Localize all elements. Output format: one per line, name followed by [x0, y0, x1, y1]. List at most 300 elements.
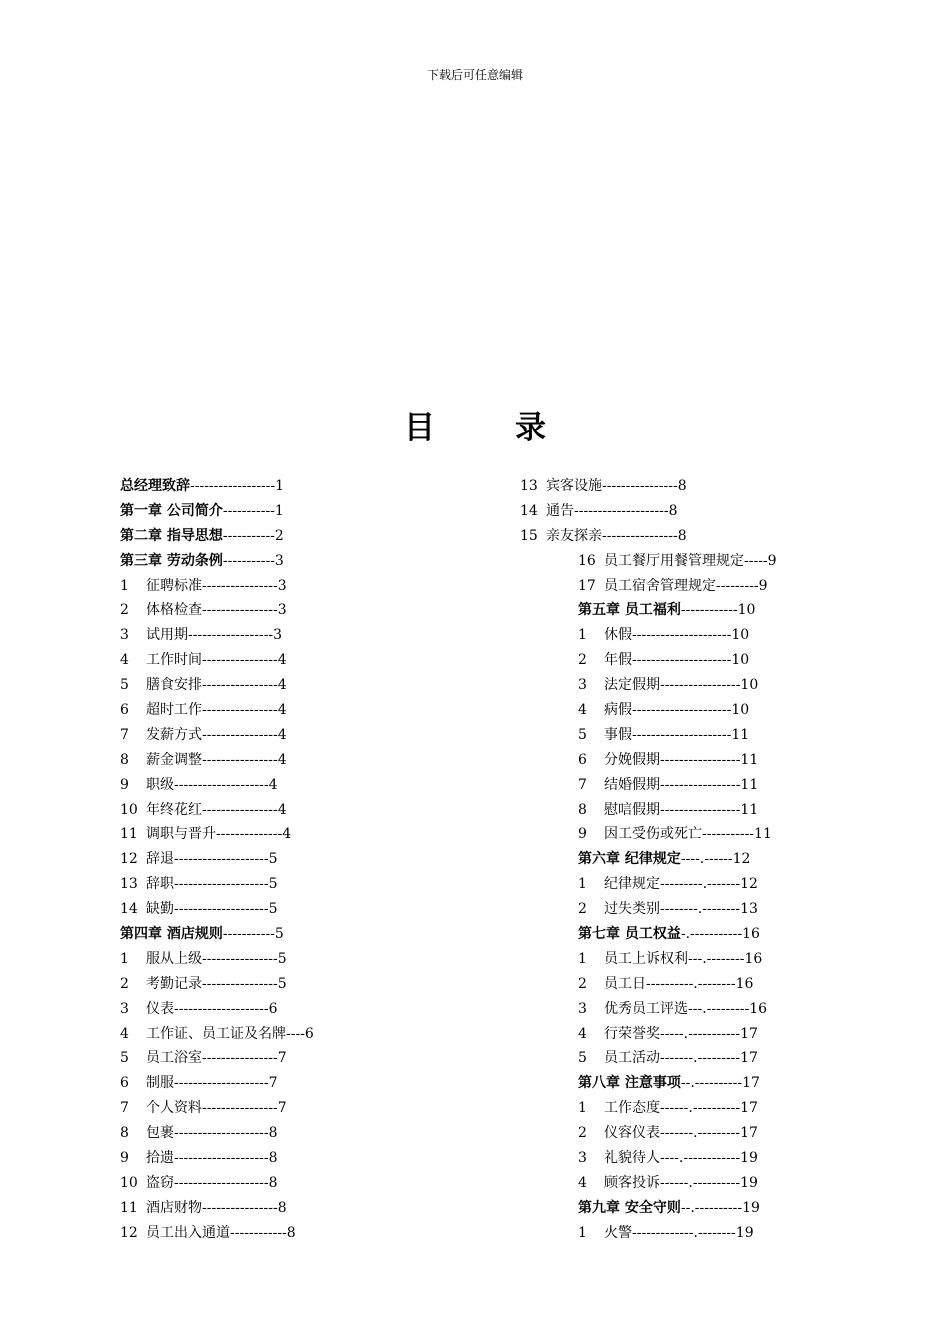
toc-entry-title: 第七章 员工权益 [578, 926, 681, 943]
toc-leader: ---------------- [202, 652, 278, 669]
toc-entry [120, 1146, 360, 1171]
toc-entry [120, 1171, 360, 1196]
toc-leader: --------------------- [632, 702, 732, 719]
toc-entry-number: 1 [578, 627, 587, 644]
toc-leader: ---------------- [202, 975, 278, 992]
toc-leader: ---------------- [202, 1100, 278, 1117]
toc-leader: --------.-------- [660, 901, 741, 918]
toc-page-number: 19 [735, 1224, 754, 1241]
toc-page-number: 6 [304, 1025, 314, 1042]
toc-entry [520, 773, 840, 798]
toc-page-number: 5 [268, 851, 278, 868]
toc-entry-number: 8 [578, 801, 587, 818]
toc-leader: ----------------- [660, 677, 741, 694]
toc-leader: ------------------ [188, 627, 274, 644]
toc-entry [520, 648, 840, 673]
toc-chapter-entry [520, 1071, 840, 1096]
toc-entry-title: 顾客投诉 [604, 1174, 660, 1191]
toc-leader: ------------------ [190, 478, 276, 494]
toc-entry [120, 1096, 360, 1121]
toc-leader: ----.------ [680, 851, 733, 868]
toc-entry-number: 5 [578, 726, 587, 743]
toc-entry-number: 3 [578, 677, 587, 694]
toc-page-number: 7 [277, 1050, 287, 1067]
toc-entry [120, 847, 360, 872]
toc-leader: ---------------- [202, 577, 278, 594]
toc-leader: -------------------- [574, 502, 669, 519]
toc-page-number: 8 [268, 1174, 278, 1191]
toc-page-number: 12 [740, 876, 758, 893]
toc-entry-title: 超时工作 [146, 702, 202, 719]
toc-entry-number: 9 [120, 1150, 129, 1167]
toc-chapter-entry [120, 499, 360, 524]
toc-entry-title: 员工宿舍管理规定 [604, 577, 716, 594]
toc-entry-title: 事假 [604, 726, 632, 743]
toc-leader: ----------- [222, 552, 275, 569]
toc-chapter-entry [120, 474, 360, 499]
toc-entry-title: 仪容仪表 [604, 1125, 660, 1142]
toc-page-number: 17 [740, 1125, 758, 1142]
toc-page-number: 10 [731, 627, 750, 644]
toc-entry-title: 考勤记录 [146, 975, 202, 992]
toc-page-number: 11 [740, 776, 759, 793]
toc-page-number: 16 [735, 975, 754, 992]
toc-entry-title: 辞退 [146, 851, 174, 868]
toc-entry [520, 897, 840, 922]
toc-entry [120, 748, 360, 773]
toc-entry-title: 职级 [146, 776, 174, 793]
toc-page-number: 8 [268, 1125, 278, 1142]
toc-entry-title: 缺勤 [146, 901, 174, 918]
toc-entry [520, 499, 840, 524]
toc-entry [120, 997, 360, 1022]
toc-entry [120, 623, 360, 648]
toc-entry-title: 工作时间 [146, 652, 202, 669]
toc-page-number: 19 [740, 1150, 758, 1167]
toc-entry [120, 872, 360, 897]
toc-leader: ----- [744, 552, 768, 569]
toc-page-number: 1 [274, 502, 284, 519]
toc-chapter-entry [520, 922, 840, 947]
toc-page-number: 4 [277, 801, 287, 818]
toc-leader: ---.--------- [688, 1000, 750, 1017]
toc-entry-number: 6 [120, 1075, 129, 1092]
toc-entry-number: 15 [520, 527, 538, 544]
toc-entry [520, 574, 840, 599]
toc-chapter-entry [120, 549, 360, 574]
toc-entry-number: 2 [578, 1125, 587, 1142]
toc-entry [520, 1121, 840, 1146]
toc-entry-title: 服从上级 [146, 950, 202, 967]
toc-leader: ----.------------ [660, 1150, 741, 1167]
toc-page-number: 16 [742, 926, 760, 943]
toc-leader: ---------------- [202, 1199, 278, 1216]
toc-entry-number: 8 [120, 1125, 129, 1142]
toc-leader: ---------------- [202, 801, 278, 818]
toc-entry-number: 1 [120, 950, 129, 967]
toc-entry-number: 6 [120, 702, 129, 719]
toc-entry-number: 16 [578, 552, 596, 569]
toc-leader: ------.---------- [660, 1100, 741, 1117]
toc-leader: ---------------- [202, 702, 278, 719]
toc-entry-title: 征聘标准 [146, 577, 202, 594]
toc-leader: ----------.-------- [646, 975, 736, 992]
toc-entry [520, 723, 840, 748]
toc-chapter-entry [520, 847, 840, 872]
toc-entry-title: 个人资料 [146, 1100, 202, 1117]
toc-entry-title: 分娩假期 [604, 751, 660, 768]
toc-leader: -------------------- [174, 1075, 269, 1092]
toc-page-number: 5 [268, 901, 278, 918]
toc-leader: --.---------- [680, 1199, 743, 1216]
toc-leader: ----------------- [660, 776, 741, 793]
toc-page-number: 4 [268, 776, 278, 793]
toc-entry-title: 第八章 注意事项 [578, 1075, 681, 1092]
toc-leader: -------------- [216, 826, 283, 843]
toc-entry-title: 辞职 [146, 876, 174, 893]
toc-entry-number: 12 [120, 1224, 138, 1241]
toc-entry-title: 制服 [146, 1075, 174, 1092]
toc-entry-number: 14 [520, 502, 538, 519]
toc-entry-title: 员工浴室 [146, 1050, 202, 1067]
toc-entry-title: 总经理致辞 [120, 478, 190, 494]
toc-leader: ---------------- [202, 1050, 278, 1067]
toc-entry [520, 798, 840, 823]
toc-leader: ----------- [702, 826, 755, 843]
toc-entry-number: 1 [120, 577, 129, 594]
toc-entry [120, 1022, 360, 1047]
toc-entry-title: 法定假期 [604, 677, 660, 694]
toc-page-number: 5 [274, 926, 284, 943]
toc-entry [520, 1221, 840, 1246]
toc-leader: ----------------- [660, 801, 741, 818]
toc-page-number: 3 [273, 627, 283, 644]
toc-page-number: 3 [277, 577, 287, 594]
toc-entry [520, 972, 840, 997]
toc-entry [120, 773, 360, 798]
toc-entry-title: 亲友探亲 [546, 527, 602, 544]
toc-entry-number: 10 [120, 801, 138, 818]
toc-leader: ---------------- [602, 527, 678, 544]
toc-leader: --------------------- [632, 652, 732, 669]
toc-page-number: 10 [731, 652, 750, 669]
toc-entry-title: 优秀员工评选 [604, 1000, 688, 1017]
toc-page-number: 11 [731, 726, 750, 743]
toc-entry-number: 7 [120, 726, 129, 743]
toc-leader: ---------------- [602, 478, 678, 494]
toc-page-number: 17 [740, 1050, 758, 1067]
toc-entry-number: 11 [120, 826, 138, 843]
toc-entry [120, 574, 360, 599]
toc-leader: ---------.------- [660, 876, 741, 893]
toc-entry-title: 过失类别 [604, 901, 660, 918]
toc-leader: -------------------- [174, 1150, 269, 1167]
toc-page-number: 11 [754, 826, 772, 843]
toc-entry-number: 5 [120, 677, 129, 694]
toc-page-number: 10 [740, 677, 759, 694]
toc-entry [520, 997, 840, 1022]
toc-leader: ----------- [222, 527, 275, 544]
toc-entry [520, 673, 840, 698]
toc-page-number: 9 [767, 552, 777, 569]
toc-entry-number: 3 [120, 1000, 129, 1017]
toc-leader: ---------------- [202, 677, 278, 694]
toc-entry [520, 872, 840, 897]
toc-entry [520, 474, 840, 499]
toc-entry-number: 2 [578, 975, 587, 992]
toc-leader: -------------.-------- [632, 1224, 736, 1241]
toc-leader: -------------------- [174, 901, 269, 918]
toc-entry-title: 盗窃 [146, 1174, 174, 1191]
toc-leader: --------------------- [632, 726, 732, 743]
toc-entry [120, 673, 360, 698]
toc-entry-title: 火警 [604, 1224, 632, 1241]
toc-entry-number: 2 [578, 901, 587, 918]
toc-entry-number: 13 [120, 876, 138, 893]
toc-entry [520, 1146, 840, 1171]
toc-page-number: 8 [677, 478, 687, 494]
toc-entry-title: 第九章 安全守则 [578, 1199, 681, 1216]
toc-entry [120, 648, 360, 673]
toc-entry-title: 宾客设施 [546, 478, 602, 494]
toc-page-number: 8 [677, 527, 687, 544]
toc-entry-title: 第六章 纪律规定 [578, 851, 681, 868]
toc-leader: -----.----------- [660, 1025, 741, 1042]
toc-entry-title: 纪律规定 [604, 876, 660, 893]
toc-entry-title: 第二章 指导思想 [120, 527, 223, 544]
toc-entry-title: 员工出入通道 [146, 1224, 230, 1241]
toc-entry [520, 947, 840, 972]
toc-entry [120, 1121, 360, 1146]
toc-entry-number: 8 [120, 751, 129, 768]
toc-page-number: 16 [749, 1000, 768, 1017]
toc-entry [520, 524, 840, 549]
toc-entry [120, 822, 360, 847]
toc-entry [520, 748, 840, 773]
toc-left-column [120, 474, 360, 1246]
toc-entry [520, 1096, 840, 1121]
toc-entry-title: 薪金调整 [146, 751, 202, 768]
toc-entry [120, 947, 360, 972]
toc-leader: ------------ [230, 1224, 287, 1241]
toc-leader: ------.---------- [660, 1174, 741, 1191]
toc-entry [520, 822, 840, 847]
toc-right-column [520, 474, 840, 1246]
toc-entry-number: 11 [120, 1199, 138, 1216]
toc-entry-title: 慰唁假期 [604, 801, 660, 818]
toc-page-number: 8 [286, 1224, 296, 1241]
toc-leader: -------------------- [174, 876, 269, 893]
toc-entry-title: 行荣誉奖 [604, 1025, 660, 1042]
toc-leader: ---------------- [202, 726, 278, 743]
toc-page-number: 3 [274, 552, 284, 569]
toc-leader: ----------------- [660, 751, 741, 768]
toc-entry-number: 1 [578, 1224, 587, 1241]
page-header: 下载后可任意编辑 [426, 68, 523, 82]
toc-page-number: 5 [268, 876, 278, 893]
toc-entry [120, 1196, 360, 1221]
toc-entry-number: 13 [520, 478, 538, 494]
toc-entry-number: 1 [578, 950, 587, 967]
toc-entry [120, 798, 360, 823]
toc-entry-title: 拾遗 [146, 1150, 174, 1167]
toc-page-number: 17 [742, 1075, 760, 1092]
toc-leader: -------------------- [174, 851, 269, 868]
toc-entry-number: 3 [120, 627, 129, 644]
page-title: 目录 [404, 410, 626, 446]
toc-entry-number: 5 [120, 1050, 129, 1067]
toc-page-number: 7 [277, 1100, 287, 1117]
toc-entry-number: 1 [578, 1100, 587, 1117]
toc-entry-number: 4 [578, 702, 587, 719]
toc-entry-number: 9 [120, 776, 129, 793]
toc-entry-number: 2 [120, 602, 129, 619]
toc-entry-number: 4 [120, 652, 129, 669]
toc-chapter-entry [520, 1196, 840, 1221]
toc-entry-number: 2 [578, 652, 587, 669]
toc-entry-number: 4 [578, 1174, 587, 1191]
toc-entry-number: 9 [578, 826, 587, 843]
toc-entry-number: 12 [120, 851, 138, 868]
toc-entry-title: 包裹 [146, 1125, 174, 1142]
toc-entry-title: 员工餐厅用餐管理规定 [604, 552, 744, 569]
toc-leader: --------- [716, 577, 759, 594]
toc-entry-title: 结婚假期 [604, 776, 660, 793]
toc-entry-title: 试用期 [146, 627, 188, 644]
toc-entry-number: 7 [578, 776, 587, 793]
toc-entry-number: 3 [578, 1000, 587, 1017]
toc-page-number: 4 [277, 751, 287, 768]
toc-entry-number: 10 [120, 1174, 138, 1191]
toc-entry-number: 6 [578, 751, 587, 768]
toc-page-number: 8 [277, 1199, 287, 1216]
toc-page-number: 8 [668, 502, 678, 519]
toc-leader: -------------------- [174, 1000, 269, 1017]
toc-entry-title: 膳食安排 [146, 677, 202, 694]
toc-page-number: 10 [737, 602, 756, 619]
toc-leader: ---- [286, 1025, 305, 1042]
toc-leader: ------------ [680, 602, 738, 619]
toc-page-number: 7 [268, 1075, 278, 1092]
toc-leader: -------.--------- [660, 1050, 741, 1067]
toc-entry-title: 休假 [604, 627, 632, 644]
toc-leader: ---------------- [202, 602, 278, 619]
toc-entry-title: 通告 [546, 502, 574, 519]
toc-entry [520, 623, 840, 648]
toc-entry-number: 14 [120, 901, 138, 918]
toc-page-number: 2 [274, 527, 284, 544]
toc-page-number: 5 [277, 950, 287, 967]
toc-leader: --------------------- [632, 627, 732, 644]
toc-entry-title: 第三章 劳动条例 [120, 552, 223, 569]
toc-entry-title: 因工受伤或死亡 [604, 826, 702, 843]
toc-leader: ----------- [222, 502, 275, 519]
toc-page-number: 10 [731, 702, 750, 719]
toc-leader: ---------------- [202, 751, 278, 768]
toc-entry-title: 年假 [604, 652, 632, 669]
toc-entry-number: 1 [578, 876, 587, 893]
toc-leader: -------------------- [174, 776, 269, 793]
toc-entry-title: 礼貌待人 [604, 1150, 660, 1167]
toc-entry-title: 员工日 [604, 975, 646, 992]
toc-page-number: 4 [282, 826, 292, 843]
toc-page-number: 12 [732, 851, 751, 868]
toc-leader: ---.-------- [688, 950, 745, 967]
toc-entry-title: 仪表 [146, 1000, 174, 1017]
toc-entry [520, 1022, 840, 1047]
toc-page-number: 5 [277, 975, 287, 992]
toc-page-number: 11 [740, 801, 759, 818]
toc-entry [520, 1046, 840, 1071]
toc-page-number: 1 [275, 478, 285, 494]
toc-entry [120, 598, 360, 623]
toc-chapter-entry [520, 598, 840, 623]
toc-page-number: 13 [740, 901, 758, 918]
toc-entry [120, 698, 360, 723]
toc-chapter-entry [120, 524, 360, 549]
toc-page-number: 17 [740, 1025, 758, 1042]
toc-entry [520, 1171, 840, 1196]
toc-entry-title: 第五章 员工福利 [578, 602, 681, 619]
toc-page-number: 17 [740, 1100, 758, 1117]
toc-page-number: 19 [740, 1174, 758, 1191]
toc-chapter-entry [120, 922, 360, 947]
toc-entry-title: 第四章 酒店规则 [120, 926, 223, 943]
toc-leader: ---------------- [202, 950, 278, 967]
toc-entry-number: 3 [578, 1150, 587, 1167]
toc-page-number: 3 [277, 602, 287, 619]
toc-entry-number: 7 [120, 1100, 129, 1117]
toc-entry-title: 年终花红 [146, 801, 202, 818]
toc-entry-title: 第一章 公司简介 [120, 502, 223, 519]
toc-entry-title: 体格检查 [146, 602, 202, 619]
toc-entry-title: 发薪方式 [146, 726, 202, 743]
toc-page-number: 4 [277, 702, 287, 719]
toc-page-number: 16 [744, 950, 763, 967]
toc-entry-title: 酒店财物 [146, 1199, 202, 1216]
toc-leader: -------------------- [174, 1125, 269, 1142]
toc-entry-number: 4 [578, 1025, 587, 1042]
toc-page-number: 11 [740, 751, 759, 768]
toc-page-number: 4 [277, 652, 287, 669]
toc-entry-title: 调职与晋升 [146, 826, 216, 843]
toc-page-number: 8 [268, 1150, 278, 1167]
toc-page-number: 9 [758, 577, 768, 594]
toc-entry-title: 工作证、员工证及名牌 [146, 1025, 286, 1042]
toc-leader: -------------------- [174, 1174, 269, 1191]
toc-page-number: 6 [268, 1000, 278, 1017]
toc-leader: -.----------- [680, 926, 743, 943]
toc-entry [120, 723, 360, 748]
toc-entry [120, 1071, 360, 1096]
toc-page-number: 19 [742, 1199, 760, 1216]
toc-leader: ----------- [222, 926, 275, 943]
toc-entry-title: 病假 [604, 702, 632, 719]
toc-entry [120, 1046, 360, 1071]
toc-page-number: 4 [277, 677, 287, 694]
toc-page-number: 4 [277, 726, 287, 743]
toc-entry [120, 1221, 360, 1246]
toc-entry-title: 工作态度 [604, 1100, 660, 1117]
toc-entry [120, 972, 360, 997]
toc-entry-number: 17 [578, 577, 596, 594]
toc-entry-number: 5 [578, 1050, 587, 1067]
toc-entry-title: 员工活动 [604, 1050, 660, 1067]
toc-leader: -------.--------- [660, 1125, 741, 1142]
toc-leader: --.---------- [680, 1075, 743, 1092]
toc-entry [520, 549, 840, 574]
toc-entry-number: 2 [120, 975, 129, 992]
